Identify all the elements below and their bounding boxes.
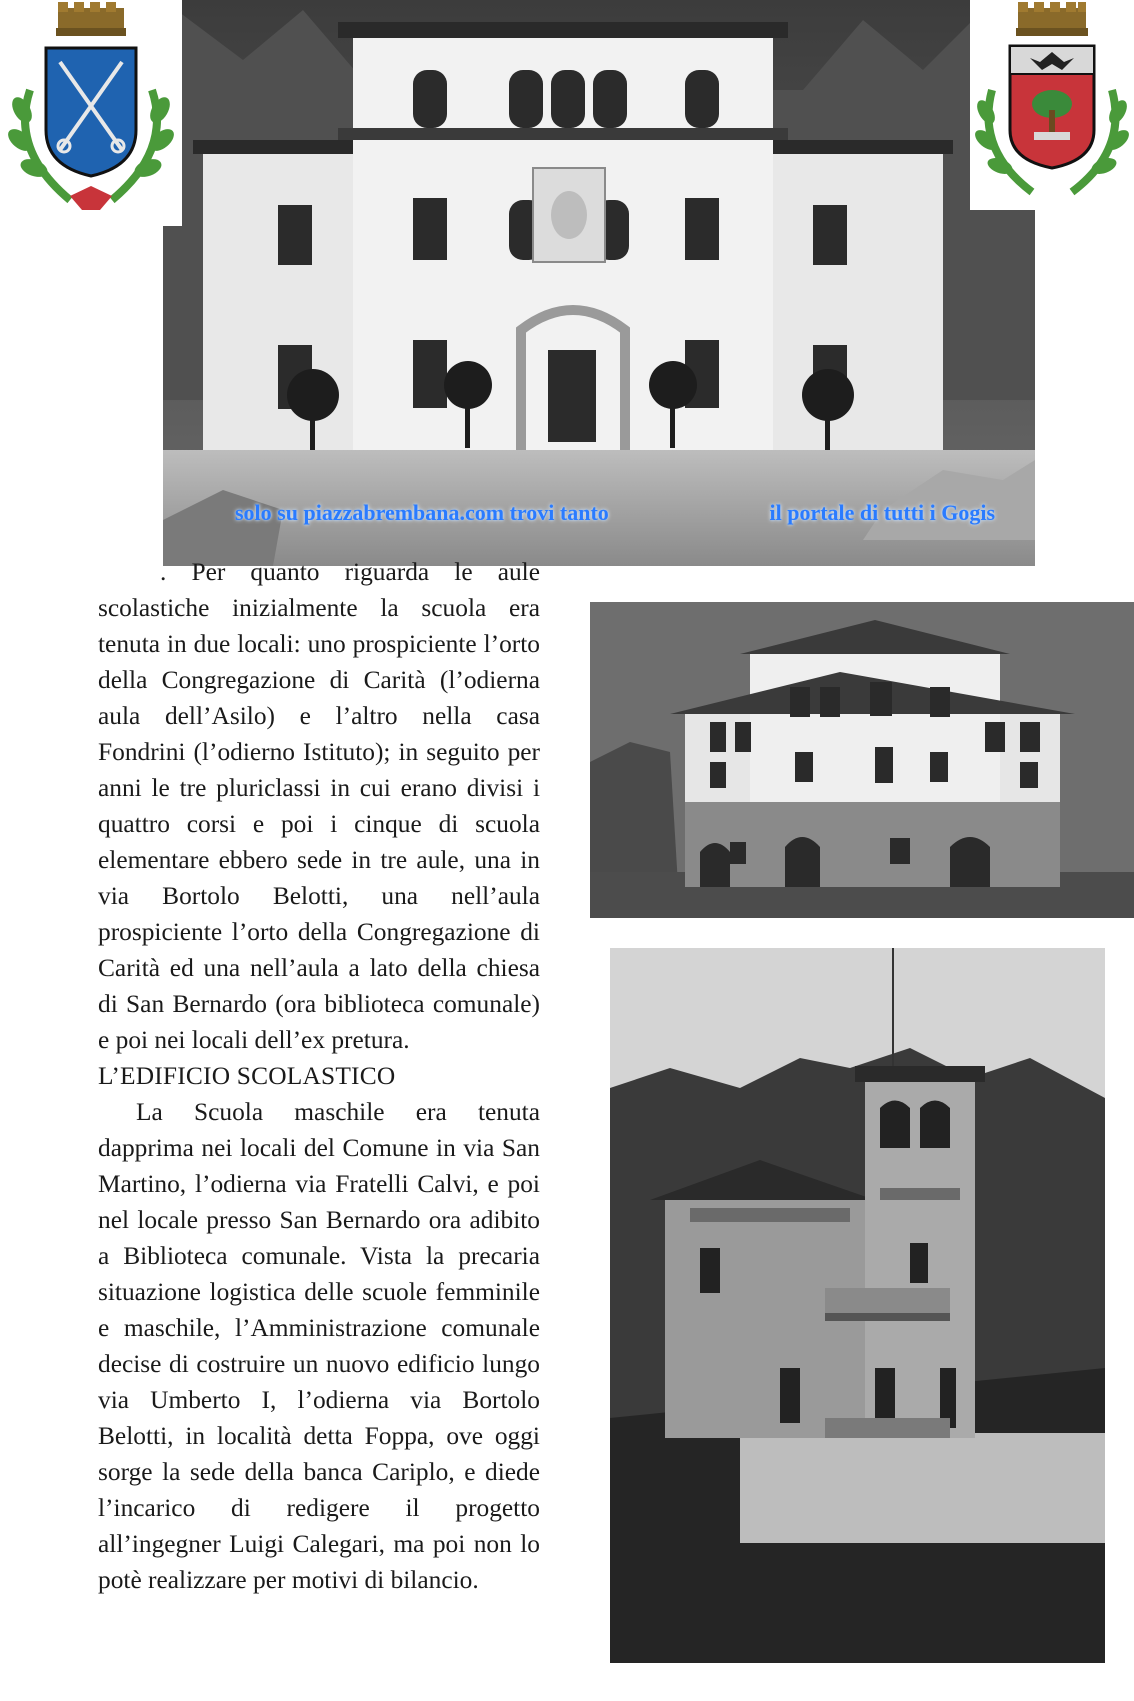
photo-caption	[235, 500, 995, 540]
section-heading: L’EDIFICIO SCOLASTICO	[98, 1062, 396, 1090]
caption-right: il portale di tutti i Gogis	[769, 500, 995, 525]
school-building-photo	[163, 0, 1035, 566]
right-coat-of-arms	[970, 0, 1134, 210]
article-text	[98, 554, 540, 1598]
school-building-illustration	[163, 0, 1035, 566]
caption-left: solo su piazzabrembana.com trovi tanto	[235, 500, 609, 525]
tower-villa-illustration	[610, 948, 1105, 1663]
crossed-swords-crest-icon	[0, 0, 182, 226]
villa-photo	[590, 602, 1134, 918]
villa-illustration	[590, 602, 1134, 918]
paragraph-edificio: La Scuola maschile era tenuta dapprima nei locali del Comune in via San Martino, l’odierna via Fratelli Calvi, e poi nel locale presso San Bernardo ora adibito a Biblioteca comunale. Vista la precaria situazione logistica delle scuole femminile e maschile, l’Amministrazione comunale decise di costruire un nuovo edificio lungo via Umberto I, l’odierna via Bortolo Belotti, in località detta Foppa, ove oggi sorge la sede della banca Cariplo, e diede l’incarico di redigere il progetto all’ingegner Luigi Calegari, ma poi non lo potè realizzare per motivi di bilancio.	[98, 1098, 540, 1594]
tower-villa-photo	[610, 948, 1105, 1663]
eagle-tree-crest-icon	[970, 0, 1134, 210]
left-coat-of-arms	[0, 0, 182, 226]
paragraph-aule	[98, 554, 540, 1058]
cropped-word-mask	[98, 564, 160, 584]
paragraph-aule-text: . Per quanto riguarda le aule scolastiche inizialmente la scuola era tenuta in due locali: uno prospiciente l’orto della Congregazione di Carità (l’odierna aula dell’Asilo) e l’altro nella casa Fondrini (l’odierno Istituto); in seguito per anni le tre pluriclassi in cui erano divisi i quattro corsi e poi i cinque di scuola elementare ebbero sede in tre aule, una in via Bortolo Belotti, una nell’aula prospiciente l’orto della Congregazione di Carità ed una nell’aula a lato della chiesa di San Bernardo (ora biblioteca comunale) e poi nei locali dell’ex pretura.	[98, 558, 540, 1054]
